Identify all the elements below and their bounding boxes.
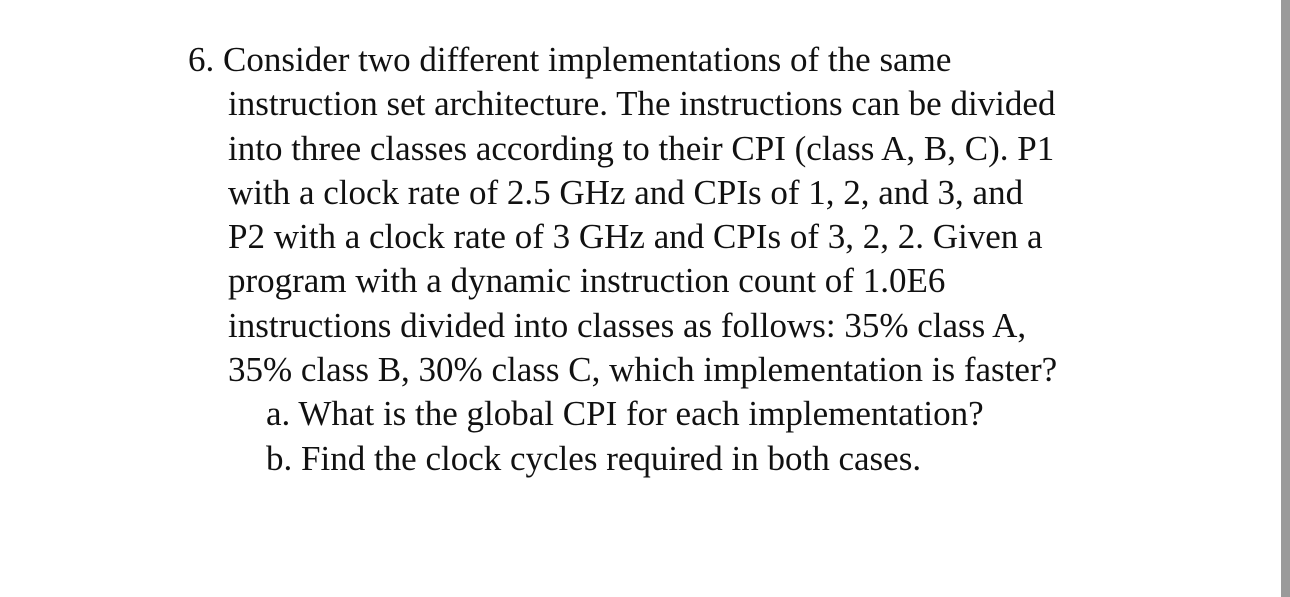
question-line: 6. Consider two different implementations of the same [188, 40, 952, 79]
sub-question-a: a. What is the global CPI for each implementation? [266, 394, 984, 434]
sub-question-b: b. Find the clock cycles required in both cases. [266, 438, 922, 478]
question-line: into three classes according to their CPI (class A, B, C). P1 [228, 128, 1055, 168]
question-line: P2 with a clock rate of 3 GHz and CPIs of 3, 2, 2. Given a [228, 217, 1043, 257]
question-line: instruction set architecture. The instructions can be divided [228, 84, 1056, 124]
question-6 [188, 38, 1057, 481]
question-line: with a clock rate of 2.5 GHz and CPIs of 1, 2, and 3, and [228, 172, 1024, 212]
question-line: program with a dynamic instruction count of 1.0E6 [228, 261, 946, 301]
vertical-scrollbar[interactable] [1281, 0, 1290, 597]
question-line: 35% class B, 30% class C, which implementation is faster? [228, 350, 1058, 390]
question-line: instructions divided into classes as follows: 35% class A, [228, 305, 1027, 345]
